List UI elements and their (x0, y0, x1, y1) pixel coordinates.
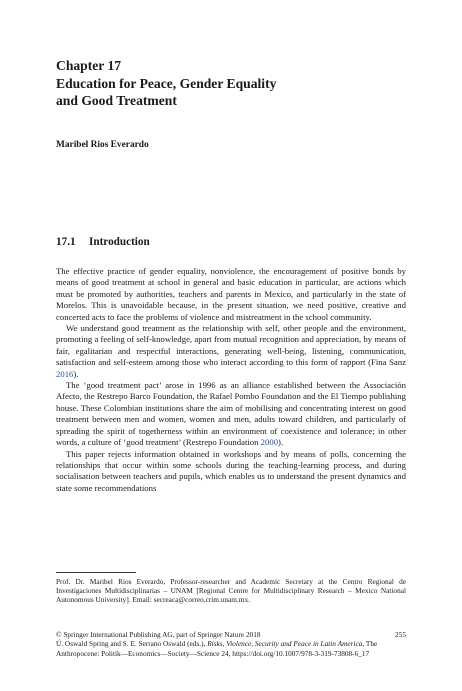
paragraph-2-end: ). (73, 368, 79, 379)
author-footnote: Prof. Dr. Maribel Rios Everardo, Professor-researcher and Academic Secretary at the Centro Regional de Investigaciones Multidisciplinarias – UNAM [Regional Centre for Multidisciplinary Research – Mexico National Autonomous University]. Email: secreaca@correo.crim.unam.mx. (56, 577, 406, 605)
chapter-title-line-2: and Good Treatment (56, 92, 177, 108)
section-number: 17.1 (56, 236, 76, 248)
book-title: Risks, Violence, Security and Peace in Latin America (207, 639, 363, 649)
footnote-divider (56, 572, 136, 573)
chapter-title-line-1: Education for Peace, Gender Equality (56, 76, 277, 91)
paragraph-3-end: ). (278, 437, 284, 448)
copyright-row (56, 630, 406, 639)
paragraph-4: This paper rejects information obtained in workshops and by means of polls, concerning the relationships that occur within some schools during the teaching-learning process, and during socialisation between teachers and pupils, which enables us to understand the present dynamics and state some recommendations (56, 448, 406, 493)
page-number: 255 (395, 630, 406, 639)
paragraph-2 (56, 323, 406, 380)
citation-link-restrepo[interactable]: 2000 (260, 437, 279, 448)
copyright-block (56, 630, 406, 658)
paragraph-3 (56, 380, 406, 448)
section-title: Introduction (89, 236, 150, 248)
series-doi: , The Anthropocene: Politik—Economics—Society—Science 24, https://doi.org/10.1007/978-3-319-73808-6_17 (56, 639, 378, 658)
chapter-label: Chapter 17 (56, 58, 122, 73)
copyright-notice: © Springer International Publishing AG, part of Springer Nature 2018 (56, 630, 261, 639)
citation-link-fina-sanz[interactable]: 2016 (56, 368, 74, 379)
section-heading (56, 236, 150, 248)
paragraph-3-text: The ‘good treatment pact’ arose in 1996 as an alliance established between the Associación Afecto, the Restrepo Barco Foundation, the Rafael Pombo Foundation and the El Tiempo publishing house. These Colombian institutions share the aim of mobilising and concentrating interest on good treatment between men and women, women and men, adults toward children, and particularly of spreading the spirit of togetherness within an environment of coexistence and tolerance; in other words, a culture of ‘good treatment’ (Restrepo Foundation (56, 380, 406, 448)
editors: Ú. Oswald Spring and S. E. Serrano Oswald (eds.), (56, 639, 208, 649)
chapter-author: Maribel Rios Everardo (56, 140, 149, 150)
chapter-title (56, 76, 416, 109)
body-text (56, 266, 406, 494)
paragraph-1: The effective practice of gender equality, nonviolence, the encouragement of positive bonds by means of good treatment at school in general and basic education in particular, are actions which must be promoted by authorities, teachers and parents in Mexico, and particularly in the state of Morelos. This is unavoidable because, in the present situation, we need positive, creative and concerted acts to face the problems of violence and mistreatment in the school community. (56, 266, 406, 322)
paragraph-2-text: We understand good treatment as the relationship with self, other people and the environment, promoting a feeling of self-knowledge, apart from mutual recognition and appreciation, by means of fair, egalitarian and respectful interactions, generating well-being, listening, communication, satisfaction and self-esteem among those who interact according to this form of rapport (Fina Sanz (56, 323, 406, 368)
citation-info (56, 639, 406, 658)
